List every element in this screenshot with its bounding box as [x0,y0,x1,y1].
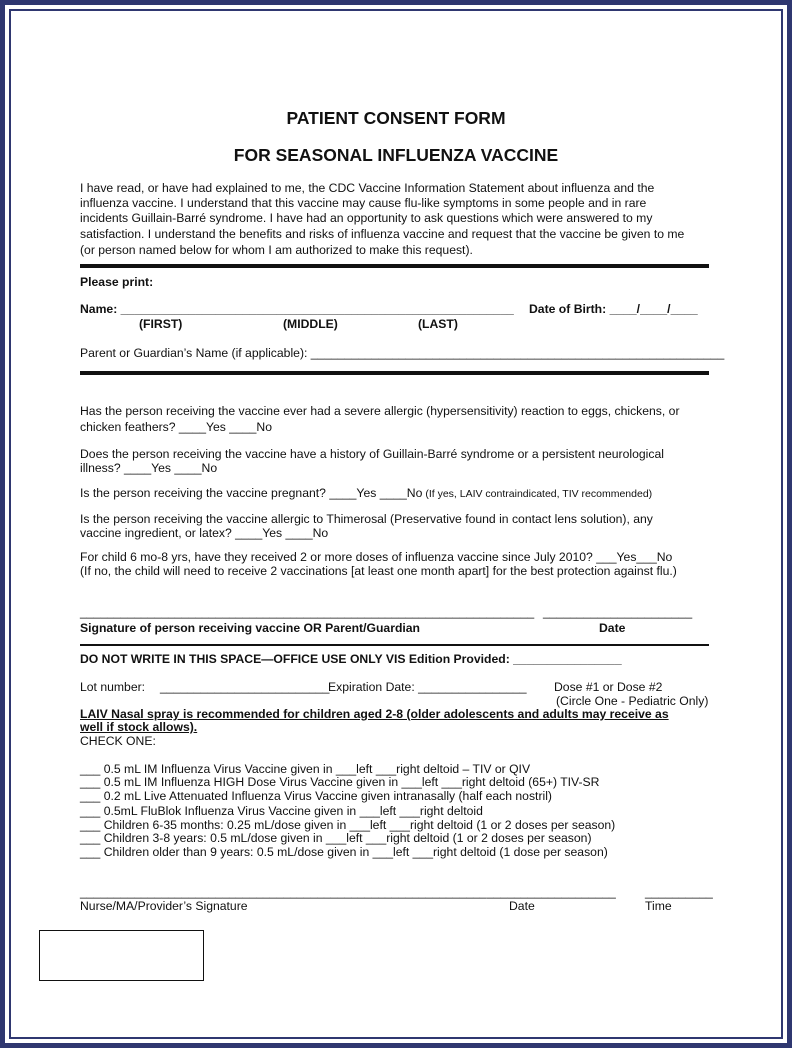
nurse-signature-label: Nurse/MA/Provider’s Signature [80,899,248,913]
laiv-recommendation: LAIV Nasal spray is recommended for children aged 2-8 (older adolescents and adults may receive as [80,707,669,721]
vaccine-option[interactable]: ___ Children 3-8 years: 0.5 mL/dose given in ___left ___right deltoid (1 or 2 doses per season) [80,831,592,845]
nurse-signature-line[interactable]: ____________________________________________________________ [80,885,487,899]
question-pregnant-text: Is the person receiving the vaccine pregnant? ____Yes ____No [80,486,423,500]
intro-line: satisfaction. I understand the benefits and risks of influenza vaccine and request that the vaccine be given to me [80,227,685,241]
question-thimerosal-answer[interactable]: vaccine ingredient, or latex? ____Yes ____No [80,526,329,540]
office-divider [80,644,709,646]
question-guillain-barre: Does the person receiving the vaccine have a history of Guillain-Barré syndrome or a persistent neurological [80,447,664,461]
date-of-birth-field[interactable]: Date of Birth: ____/____/____ [529,302,698,316]
form-subtitle: FOR SEASONAL INFLUENZA VACCINE [233,145,559,165]
question-pregnant[interactable] [80,486,652,502]
nurse-time-label: Time [645,899,672,913]
middle-name-label: (MIDDLE) [283,317,338,331]
section-divider [80,371,709,375]
dose-number[interactable]: Dose #1 or Dose #2 [554,680,663,694]
question-thimerosal: Is the person receiving the vaccine allergic to Thimerosal (Preservative found in contact lens solution), any [80,512,653,526]
question-egg-allergy: Has the person receiving the vaccine ever had a severe allergic (hypersensitivity) reaction to eggs, chickens, or [80,404,680,418]
dose-circle-note: (Circle One - Pediatric Only) [556,694,709,708]
signature-label: Signature of person receiving vaccine OR Parent/Guardian [80,621,420,635]
expiration-date-field[interactable]: Expiration Date: ________________ [328,680,527,694]
question-guillain-barre-answer[interactable]: illness? ____Yes ____No [80,461,218,475]
signature-date-line[interactable]: ______________________ [543,605,693,619]
intro-line: I have read, or have had explained to me, the CDC Vaccine Information Statement about influenza and the [80,181,655,195]
nurse-date-label: Date [509,899,535,913]
nurse-date-line[interactable]: ___________________ [487,885,616,899]
first-name-label: (FIRST) [139,317,183,331]
last-name-label: (LAST) [418,317,458,331]
question-egg-allergy-answer[interactable]: chicken feathers? ____Yes ____No [80,420,272,434]
check-one-label: CHECK ONE: [80,734,156,748]
vaccine-option[interactable]: ___ 0.5 mL IM Influenza Virus Vaccine given in ___left ___right deltoid – TIV or QIV [80,762,531,776]
lot-number-label: Lot number: [80,680,146,694]
vaccine-option[interactable]: ___ 0.2 mL Live Attenuated Influenza Virus Vaccine given intranasally (half each nostril) [80,789,552,803]
vaccine-option[interactable]: ___ 0.5mL FluBlok Influenza Virus Vaccine given in ___left ___right deltoid [80,804,483,818]
nurse-time-line[interactable]: __________ [645,885,713,899]
please-print-heading: Please print: [80,275,154,289]
lot-number-field[interactable]: _________________________ [160,680,330,694]
question-child-doses[interactable]: For child 6 mo-8 yrs, have they received 2 or more doses of influenza vaccine since July 2010? ___Yes___No [80,550,673,564]
vaccine-option[interactable]: ___ Children older than 9 years: 0.5 mL/dose given in ___left ___right deltoid (1 dose per season) [80,845,608,859]
guardian-name-field[interactable]: Parent or Guardian’s Name (if applicable): _____________________________________________________________ [80,346,725,360]
form-title: PATIENT CONSENT FORM [286,108,506,128]
label-sticker-box [39,930,204,981]
signature-line[interactable]: ___________________________________________________________________ [80,605,535,619]
vaccine-option[interactable]: ___ Children 6-35 months: 0.25 mL/dose given in ___left ___right deltoid (1 or 2 doses per season) [80,818,616,832]
laiv-recommendation-cont: well if stock allows). [80,720,198,734]
vaccine-option[interactable]: ___ 0.5 mL IM Influenza HIGH Dose Virus Vaccine given in ___left ___right deltoid (65+) TIV-SR [80,775,600,789]
section-divider [80,264,709,268]
signature-date-label: Date [599,621,626,635]
name-field[interactable]: Name: __________________________________________________________ [80,302,514,316]
intro-line: (or person named below for whom I am authorized to make this request). [80,243,473,257]
office-use-header: DO NOT WRITE IN THIS SPACE—OFFICE USE ONLY VIS Edition Provided: ________________ [80,652,622,666]
question-pregnant-note: (If yes, LAIV contraindicated, TIV recommended) [422,488,653,500]
intro-line: incidents Guillain-Barré syndrome. I have had an opportunity to ask questions which were answered to my [80,211,653,225]
question-child-doses-note: (If no, the child will need to receive 2 vaccinations [at least one month apart] for the best protection against flu.) [80,564,677,578]
intro-line: influenza vaccine. I understand that this vaccine may cause flu-like symptoms in some people and in rare [80,196,647,210]
